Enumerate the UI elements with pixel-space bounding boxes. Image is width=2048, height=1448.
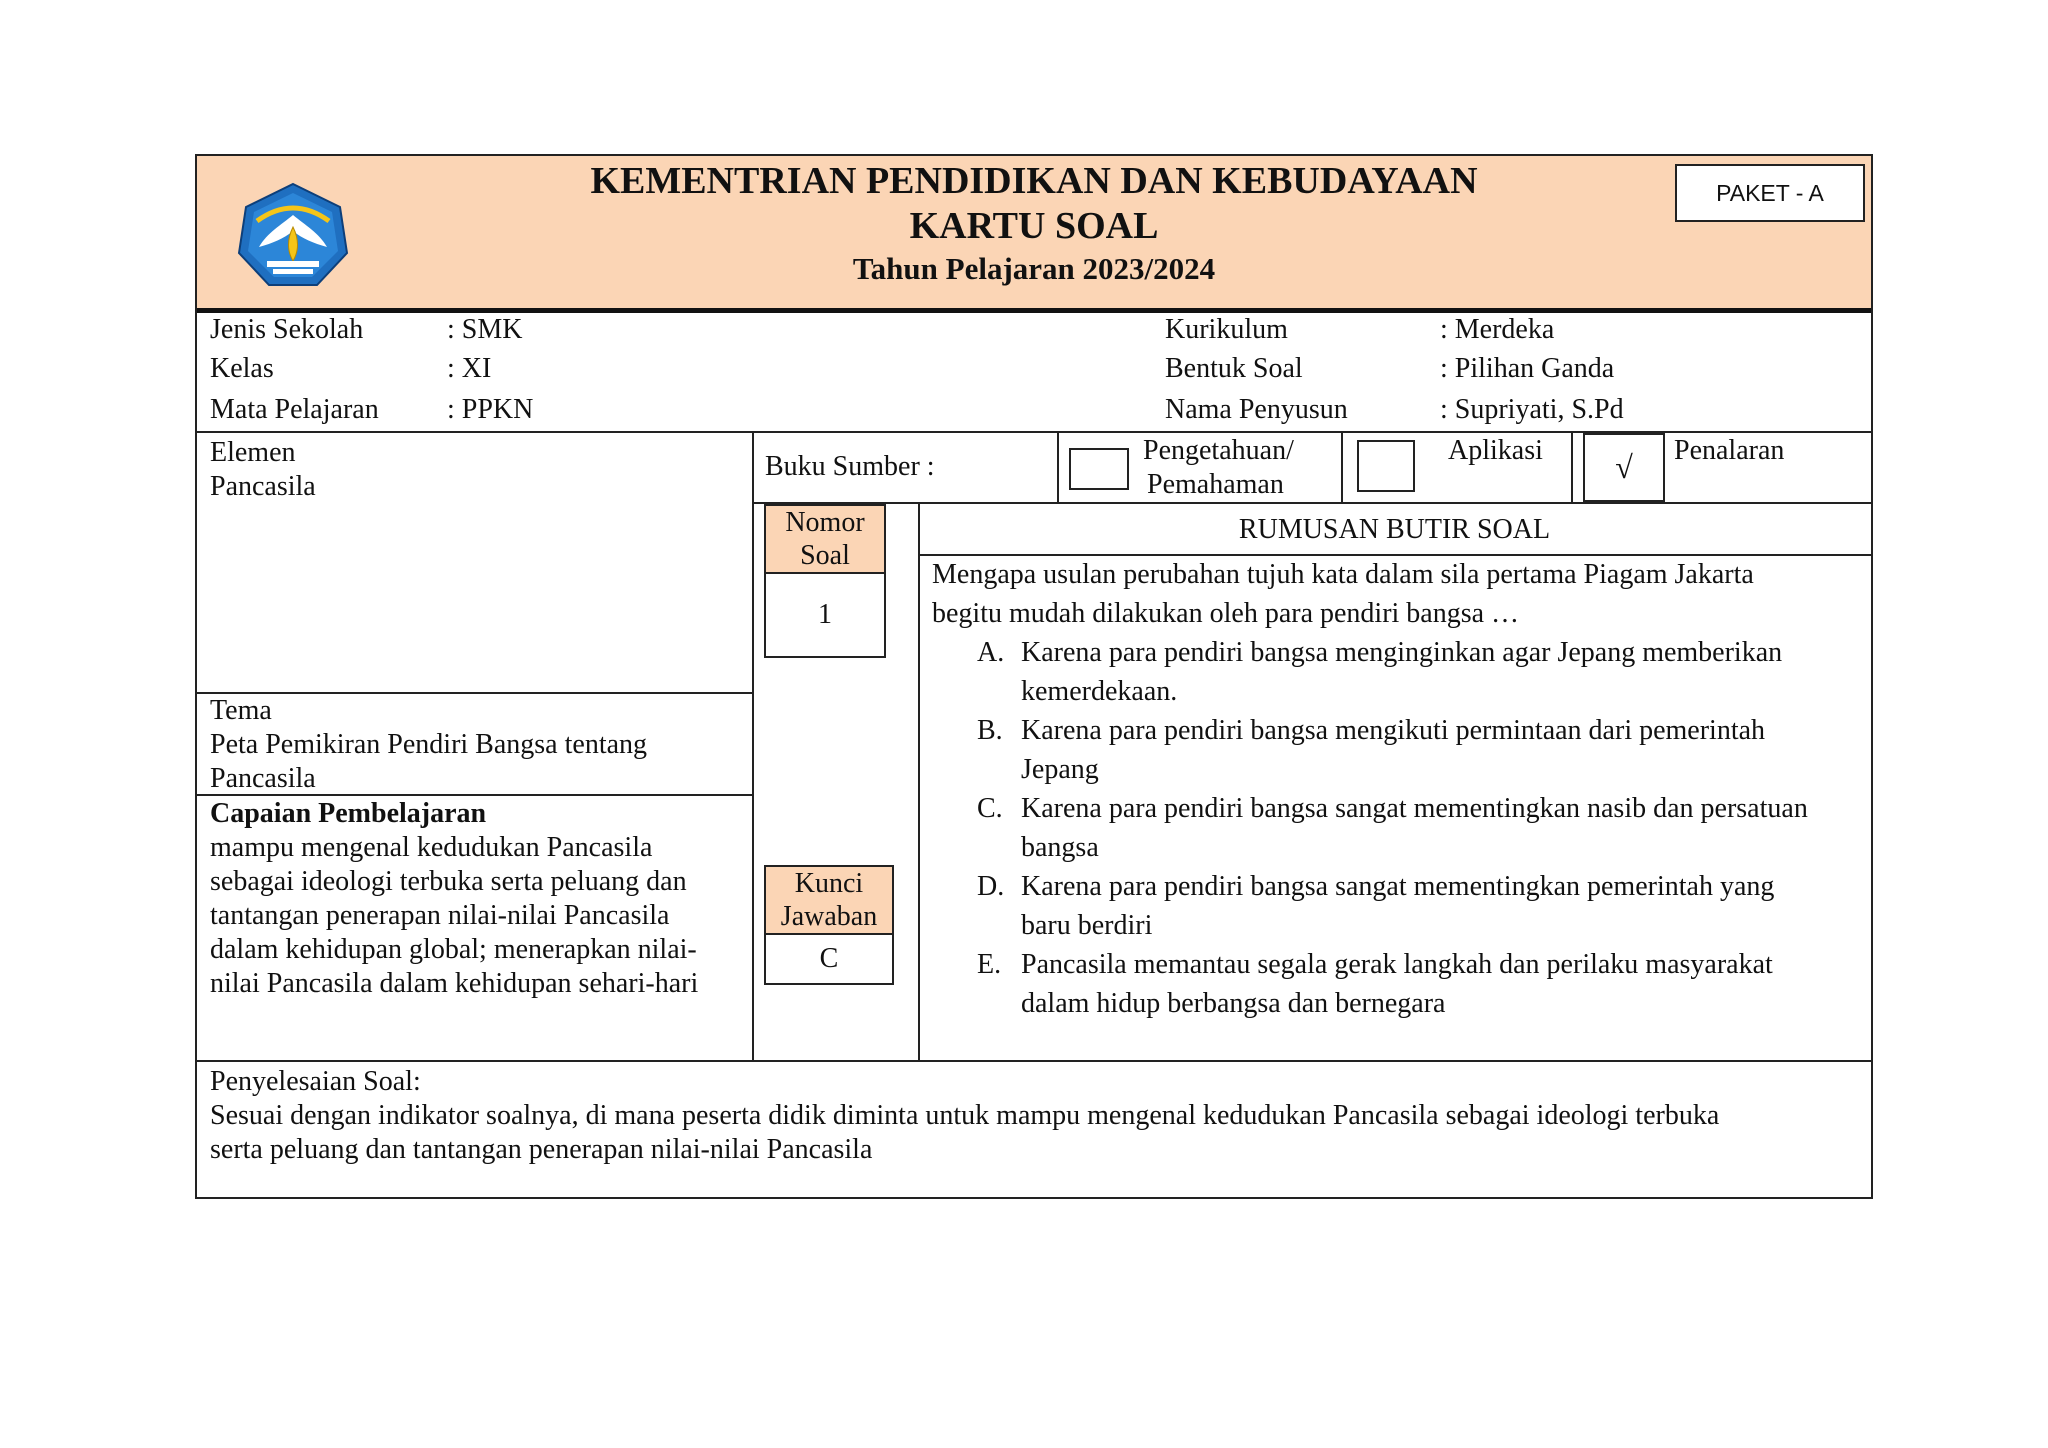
bentuk-soal-value: : Pilihan Ganda bbox=[1440, 353, 1615, 384]
capaian-label: Capaian Pembelajaran bbox=[210, 798, 487, 829]
kunci-jawaban-value: C bbox=[764, 933, 894, 985]
option-text-line-1: Karena para pendiri bangsa sangat mementingkan pemerintah yang bbox=[1021, 871, 1775, 902]
option-letter: D. bbox=[977, 871, 1005, 902]
divider bbox=[1571, 431, 1573, 502]
elemen-label: Elemen bbox=[210, 437, 296, 468]
capaian-value: mampu mengenal kedudukan Pancasila sebagai ideologi terbuka serta peluang dan tantangan penerapan nilai-nilai Pancasila dalam kehidupan global; menerapkan nilai-nilai Pancasila dalam kehidupan sehari-hari bbox=[210, 832, 699, 999]
nomor-label-1: Nomor bbox=[785, 507, 865, 538]
paket-badge: PAKET - A bbox=[1675, 164, 1865, 222]
option-letter: A. bbox=[977, 637, 1005, 668]
bentuk-soal-label: Bentuk Soal bbox=[1165, 353, 1303, 384]
divider bbox=[918, 554, 1871, 556]
kelas-value: : XI bbox=[447, 353, 492, 384]
option-text-line-1: Karena para pendiri bangsa mengikuti permintaan dari pemerintah bbox=[1021, 715, 1766, 746]
kelas-label: Kelas bbox=[210, 353, 274, 384]
kurikulum-label: Kurikulum bbox=[1165, 314, 1288, 345]
option-letter: C. bbox=[977, 793, 1003, 824]
penalaran-checkbox[interactable]: √ bbox=[1583, 433, 1665, 502]
aplikasi-label: Aplikasi bbox=[1448, 435, 1543, 466]
jenis-sekolah-value: : SMK bbox=[447, 314, 523, 345]
tema-value: Peta Pemikiran Pendiri Bangsa tentang Pancasila bbox=[210, 729, 648, 794]
rumusan-title: RUMUSAN BUTIR SOAL bbox=[1238, 514, 1551, 545]
mata-pelajaran-label: Mata Pelajaran bbox=[210, 394, 379, 425]
option-text-line-2: dalam hidup berbangsa dan bernegara bbox=[1021, 988, 1446, 1019]
penalaran-label: Penalaran bbox=[1674, 435, 1785, 466]
question-line-2: begitu mudah dilakukan oleh para pendiri bangsa … bbox=[932, 598, 1520, 629]
divider bbox=[918, 502, 920, 1060]
pengetahuan-label-1: Pengetahuan/ bbox=[1143, 435, 1294, 466]
divider bbox=[1341, 431, 1343, 502]
option-text-line-2: Jepang bbox=[1021, 754, 1099, 785]
penyelesaian-line-1: Sesuai dengan indikator soalnya, di mana peserta didik diminta untuk mampu mengenal kedudukan Pancasila sebagai ideologi terbuka bbox=[210, 1100, 1720, 1131]
question-line-1: Mengapa usulan perubahan tujuh kata dalam sila pertama Piagam Jakarta bbox=[932, 559, 1754, 590]
divider bbox=[753, 502, 1871, 504]
card-title: KARTU SOAL bbox=[909, 205, 1159, 247]
nama-penyusun-label: Nama Penyusun bbox=[1165, 394, 1348, 425]
option-text-line-1: Karena para pendiri bangsa sangat mementingkan nasib dan persatuan bbox=[1021, 793, 1808, 824]
card-header bbox=[197, 156, 1871, 313]
buku-sumber-label: Buku Sumber : bbox=[765, 451, 935, 482]
elemen-value: Pancasila bbox=[210, 471, 316, 502]
kunci-jawaban-header bbox=[764, 865, 894, 935]
pengetahuan-checkbox[interactable] bbox=[1069, 448, 1129, 490]
option-text-line-2: bangsa bbox=[1021, 832, 1099, 863]
penyelesaian-line-2: serta peluang dan tantangan penerapan nilai-nilai Pancasila bbox=[210, 1134, 873, 1165]
jenis-sekolah-label: Jenis Sekolah bbox=[210, 314, 364, 345]
academic-year: Tahun Pelajaran 2023/2024 bbox=[852, 251, 1216, 286]
option-text-line-1: Pancasila memantau segala gerak langkah dan perilaku masyarakat bbox=[1021, 949, 1773, 980]
kunci-label-2: Jawaban bbox=[780, 901, 878, 932]
option-letter: B. bbox=[977, 715, 1003, 746]
divider bbox=[197, 1060, 1871, 1062]
option-letter: E. bbox=[977, 949, 1002, 980]
divider bbox=[1057, 431, 1059, 502]
divider bbox=[752, 431, 754, 1060]
option-text-line-2: kemerdekaan. bbox=[1021, 676, 1178, 707]
option-text-line-1: Karena para pendiri bangsa menginginkan agar Jepang memberikan bbox=[1021, 637, 1783, 668]
aplikasi-checkbox[interactable] bbox=[1357, 440, 1415, 492]
nomor-soal-value: 1 bbox=[764, 572, 886, 658]
divider bbox=[197, 692, 753, 694]
penyelesaian-label: Penyelesaian Soal: bbox=[210, 1066, 421, 1097]
tema-label: Tema bbox=[210, 695, 272, 726]
option-text-line-2: baru berdiri bbox=[1021, 910, 1153, 941]
kurikulum-value: : Merdeka bbox=[1440, 314, 1555, 345]
nomor-soal-header bbox=[764, 504, 886, 574]
question-card bbox=[195, 154, 1873, 1199]
kunci-label-1: Kunci bbox=[794, 868, 864, 899]
ministry-title: KEMENTRIAN PENDIDIKAN DAN KEBUDAYAAN bbox=[590, 160, 1478, 202]
nama-penyusun-value: : Supriyati, S.Pd bbox=[1440, 394, 1624, 425]
nomor-label-2: Soal bbox=[800, 540, 850, 571]
mata-pelajaran-value: : PPKN bbox=[447, 394, 534, 425]
pengetahuan-label-2: Pemahaman bbox=[1147, 469, 1284, 500]
